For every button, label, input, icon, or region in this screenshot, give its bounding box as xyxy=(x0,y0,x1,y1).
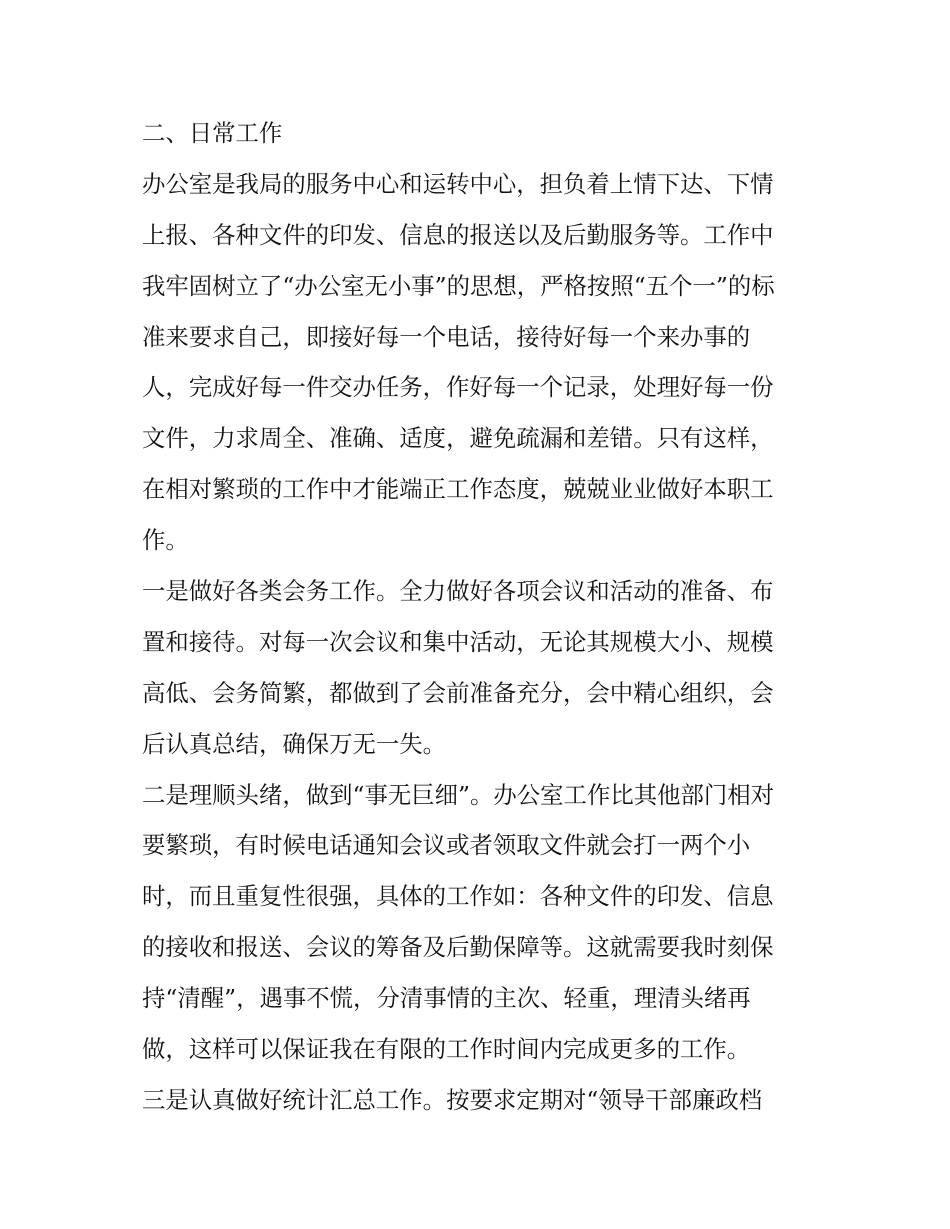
text-line: 一是做好各类会务工作。全力做好各项会议和活动的准备、布 xyxy=(142,577,774,606)
text-line: 高低、会务简繁，都做到了会前准备充分，会中精心组织，会 xyxy=(142,678,774,707)
document-body xyxy=(142,108,812,1126)
text-line: 我牢固树立了“办公室无小事”的思想，严格按照“五个一”的标 xyxy=(142,271,775,300)
text-line: 时，而且重复性很强，具体的工作如：各种文件的印发、信息 xyxy=(142,882,774,911)
text-line: 在相对繁琐的工作中才能端正工作态度，兢兢业业做好本职工 xyxy=(142,475,774,504)
text-line: 做，这样可以保证我在有限的工作时间内完成更多的工作。 xyxy=(142,1035,751,1064)
text-line: 要繁琐，有时候电话通知会议或者领取文件就会打一两个小 xyxy=(142,831,751,860)
text-line: 持“清醒”，遇事不慌，分清事情的主次、轻重，理清头绪再 xyxy=(142,984,751,1013)
text-line: 的接收和报送、会议的筹备及后勤保障等。这就需要我时刻保 xyxy=(142,933,774,962)
text-line: 后认真总结，确保万无一失。 xyxy=(142,729,447,758)
text-line: 文件，力求周全、准确、适度，避免疏漏和差错。只有这样， xyxy=(142,424,774,453)
text-line: 办公室是我局的服务中心和运转中心，担负着上情下达、下情 xyxy=(142,169,774,198)
text-line: 上报、各种文件的印发、信息的报送以及后勤服务等。工作中 xyxy=(142,220,774,249)
text-line: 置和接待。对每一次会议和集中活动，无论其规模大小、规模 xyxy=(142,627,774,656)
text-line: 准来要求自己，即接好每一个电话，接待好每一个来办事的 xyxy=(142,322,751,351)
text-line: 二是理顺头绪，做到“事无巨细”。办公室工作比其他部门相对 xyxy=(142,780,775,809)
text-line: 人，完成好每一件交办任务，作好每一个记录，处理好每一份 xyxy=(142,373,774,402)
text-line: 作。 xyxy=(142,526,189,555)
section-heading: 二、日常工作 xyxy=(142,119,283,147)
text-line: 三是认真做好统计汇总工作。按要求定期对“领导干部廉政档 xyxy=(142,1085,763,1114)
